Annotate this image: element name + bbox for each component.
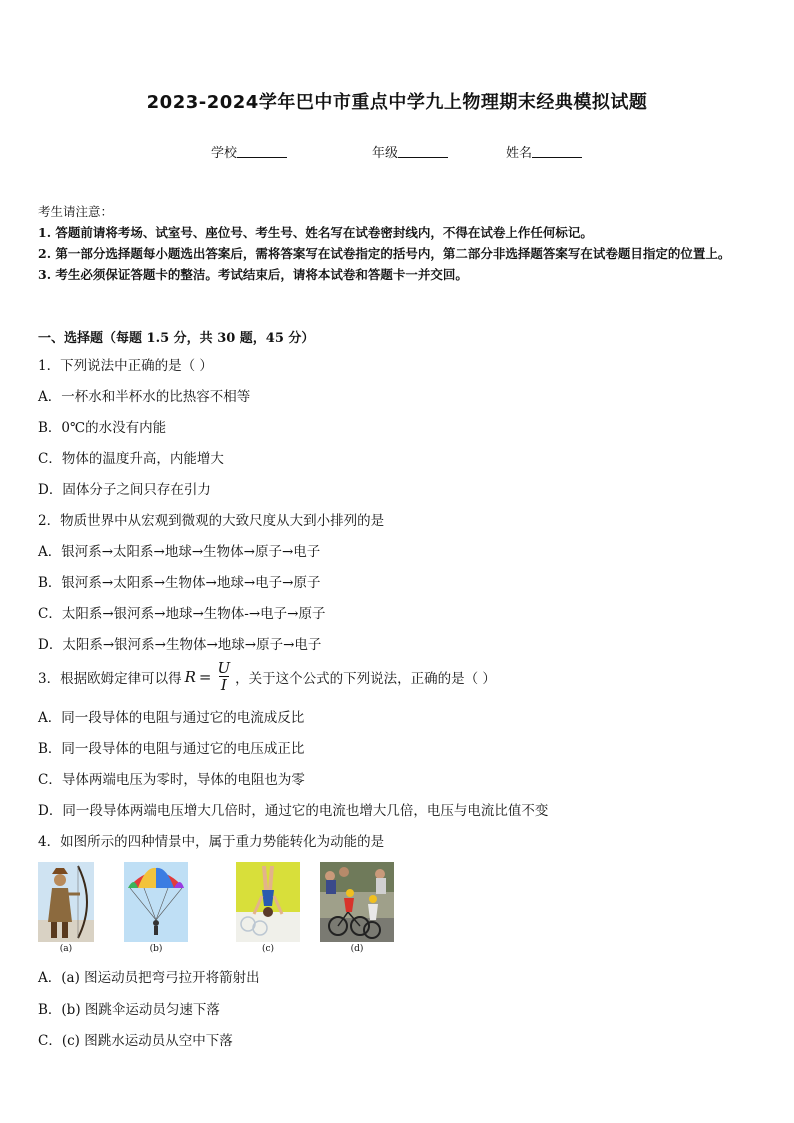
question-4-option-a[interactable]: A．(a) 图运动员把弯弓拉开将箭射出: [38, 970, 260, 986]
formula-lhs: R: [184, 667, 196, 686]
question-3-option-a[interactable]: A．同一段导体的电阻与通过它的电流成反比: [38, 710, 305, 726]
question-3-stem: [38, 660, 496, 693]
figure-d-cyclists: [320, 862, 394, 954]
question-2-option-d[interactable]: D．太阳系→银河系→生物体→地球→原子→电子: [38, 637, 322, 653]
school-label: 学校: [211, 146, 238, 161]
grade-field: [372, 142, 448, 161]
question-3-stem-after: ，关于这个公式的下列说法，正确的是（ ）: [235, 670, 496, 687]
school-field: [211, 142, 287, 161]
figure-b-caption: (b): [149, 944, 163, 954]
figure-a-archer: [38, 862, 94, 954]
question-4-option-b[interactable]: B．(b) 图跳伞运动员匀速下落: [38, 1002, 220, 1018]
question-3-option-d[interactable]: D．同一段导体两端电压增大几倍时，通过它的电流也增大几倍，电压与电流比值不变: [38, 803, 549, 819]
formula-fraction: [215, 660, 232, 693]
question-2-option-c[interactable]: C．太阳系→银河系→地球→生物体-→电子→原子: [38, 606, 326, 622]
parachute-image: [124, 862, 188, 942]
formula-denominator: I: [220, 676, 227, 694]
question-2-option-b[interactable]: B．银河系→太阳系→生物体→地球→电子→原子: [38, 575, 321, 591]
question-3-option-b[interactable]: B．同一段导体的电阻与通过它的电压成正比: [38, 741, 305, 757]
ohm-law-formula: [185, 660, 233, 693]
question-4-figures: [38, 858, 398, 958]
question-2-stem: 2．物质世界中从宏观到微观的大致尺度从大到小排列的是: [38, 513, 385, 529]
notice-block: [38, 201, 760, 285]
school-blank[interactable]: [237, 145, 287, 158]
question-3-stem-before: 3．根据欧姆定律可以得: [38, 670, 182, 687]
diver-image: [236, 862, 300, 942]
question-1-option-d[interactable]: D．固体分子之间只存在引力: [38, 482, 211, 498]
question-1-option-c[interactable]: C．物体的温度升高，内能增大: [38, 451, 224, 467]
formula-equals: =: [198, 667, 212, 686]
question-1-option-b[interactable]: B．0℃的水没有内能: [38, 420, 167, 436]
grade-blank[interactable]: [398, 145, 448, 158]
question-1-stem: 1．下列说法中正确的是（ ）: [38, 358, 213, 374]
question-1-option-a[interactable]: A．一杯水和半杯水的比热容不相等: [38, 389, 251, 405]
name-blank[interactable]: [532, 145, 582, 158]
figure-c-caption: (c): [261, 944, 275, 954]
question-3-option-c[interactable]: C．导体两端电压为零时，导体的电阻也为零: [38, 772, 305, 788]
name-label: 姓名: [506, 146, 533, 161]
question-4-stem: 4．如图所示的四种情景中，属于重力势能转化为动能的是: [38, 834, 385, 850]
formula-numerator: U: [217, 659, 231, 677]
section-title: 一、选择题（每题 1.5 分，共 30 题，45 分）: [38, 331, 315, 346]
figure-b-parachute: [124, 862, 188, 954]
name-field: [506, 142, 582, 161]
cyclists-image: [320, 862, 394, 942]
figure-d-caption: (d): [350, 944, 364, 954]
grade-label: 年级: [372, 146, 399, 161]
exam-title: 2023-2024学年巴中市重点中学九上物理期末经典模拟试题: [146, 92, 648, 113]
question-4-option-c[interactable]: C．(c) 图跳水运动员从空中下落: [38, 1033, 233, 1049]
archer-image: [38, 862, 94, 942]
notice-item: 2. 第一部分选择题每小题选出答案后，需将答案写在试卷指定的括号内，第二部分非选择题答案写在试卷题目指定的位置上。: [38, 246, 731, 261]
notice-item: 1. 答题前请将考场、试室号、座位号、考生号、姓名写在试卷密封线内，不得在试卷上作任何标记。: [38, 225, 593, 240]
figure-c-diver: [236, 862, 300, 954]
notice-heading: 考生请注意：: [38, 204, 114, 219]
question-2-option-a[interactable]: A．银河系→太阳系→地球→生物体→原子→电子: [38, 544, 321, 560]
notice-item: 3. 考生必须保证答题卡的整洁。考试结束后，请将本试卷和答题卡一并交回。: [38, 267, 468, 282]
figure-a-caption: (a): [59, 944, 73, 954]
